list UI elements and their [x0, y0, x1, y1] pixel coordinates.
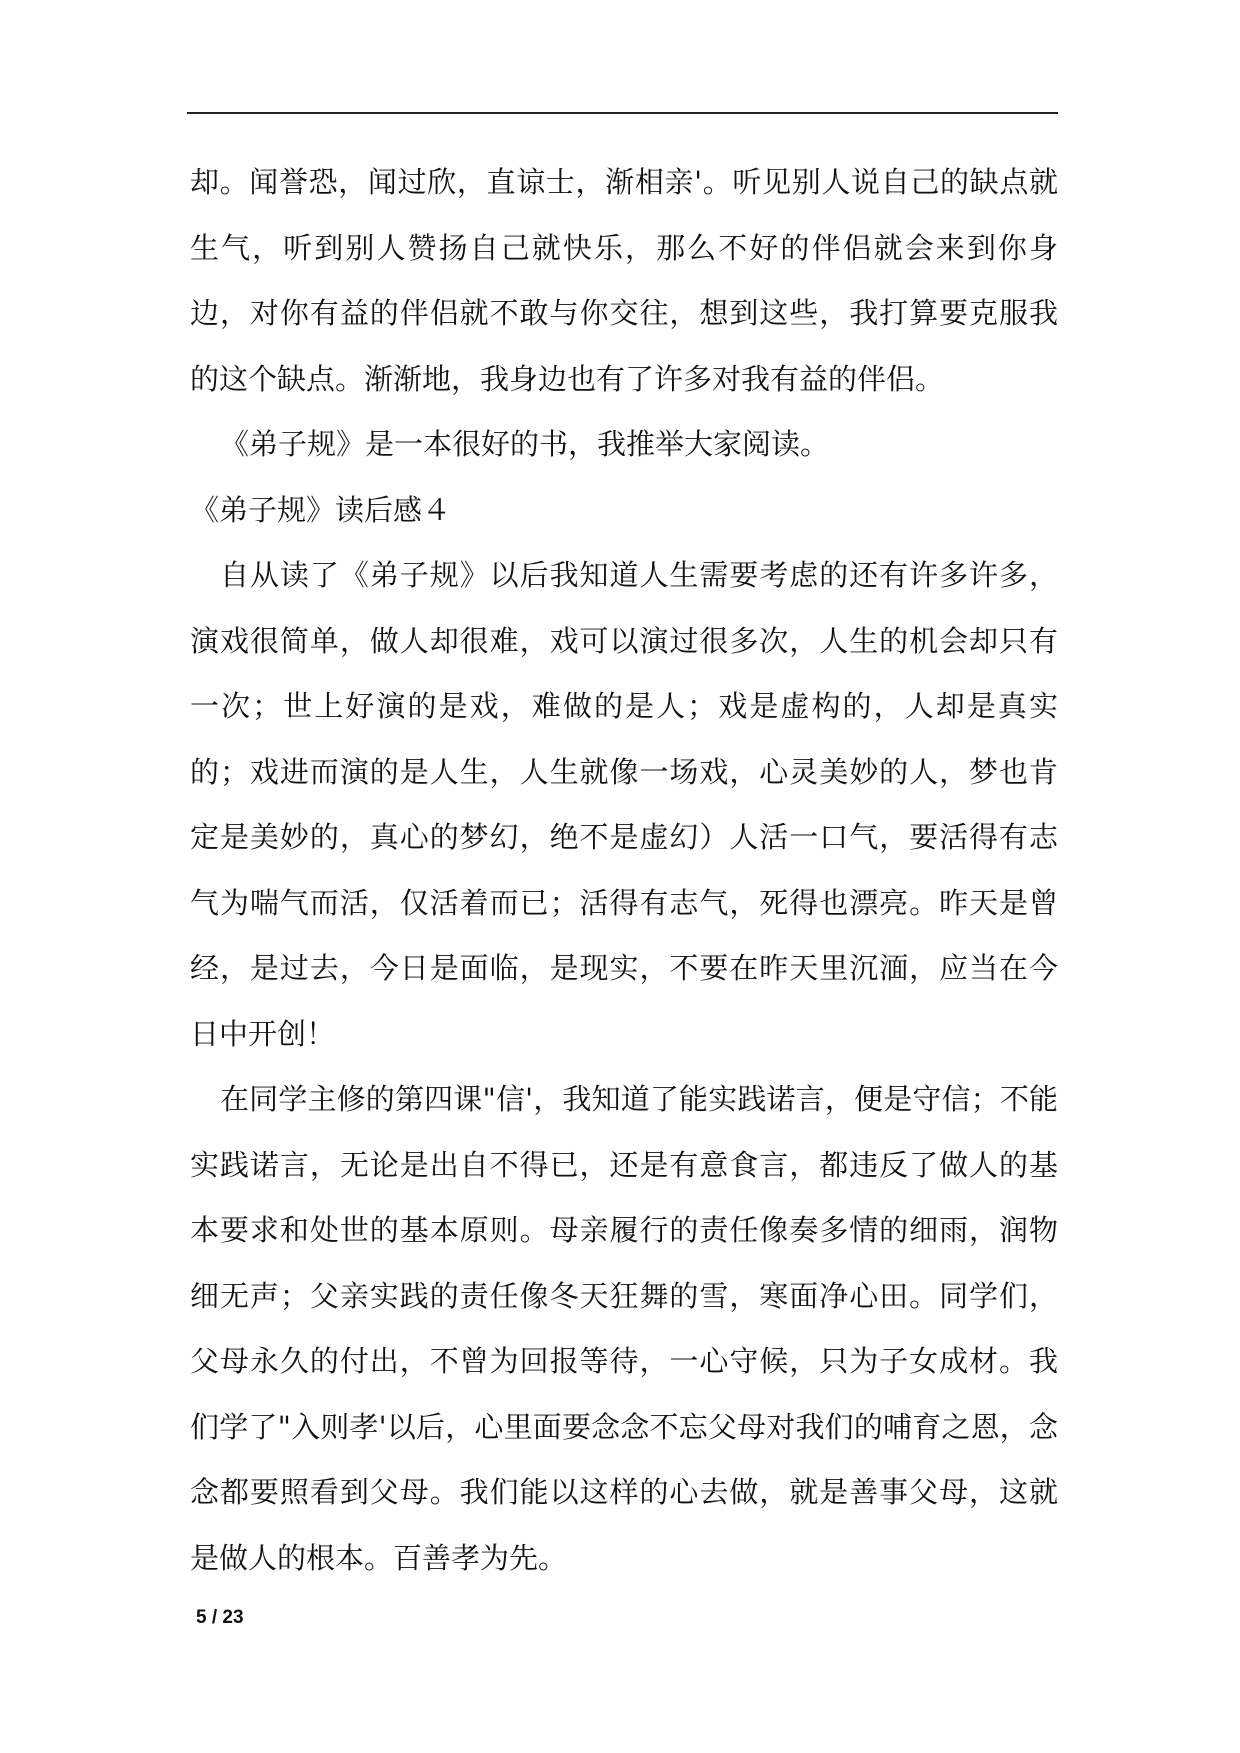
section-heading: 《弟子规》读后感４: [190, 492, 452, 527]
text-line: 是做人的根本。百善孝为先。: [190, 1540, 568, 1575]
text-line: 实践诺言，无论是出自不得已，还是有意食言，都违反了做人的基: [190, 1147, 1058, 1182]
text-line: 的；戏进而演的是人生，人生就像一场戏，心灵美妙的人，梦也肯: [190, 754, 1058, 789]
text-line: 定是美妙的，真心的梦幻，绝不是虚幻）人活一口气，要活得有志: [190, 820, 1058, 854]
text-line: 本要求和处世的基本原则。母亲履行的责任像奏多情的细雨，润物: [190, 1213, 1058, 1247]
text-line: 在同学主修的第四课"信'，我知道了能实践诺言，便是守信；不能: [220, 1082, 1058, 1116]
text-line: 生气，听到别人赞扬自己就快乐，那么不好的伴侣就会来到你身: [190, 230, 1058, 265]
text-line: 经，是过去，今日是面临，是现实，不要在昨天里沉湎，应当在今: [190, 951, 1058, 985]
text-line: 的这个缺点。渐渐地，我身边也有了许多对我有益的伴侣。: [190, 361, 945, 396]
text-line: 父母永久的付出，不曾为回报等待，一心守候，只为子女成材。我: [190, 1344, 1058, 1378]
text-line: 气为喘气而活，仅活着而已；活得有志气，死得也漂亮。昨天是曾: [190, 885, 1058, 920]
text-line: 边，对你有益的伴侣就不敢与你交往，想到这些，我打算要克服我: [190, 296, 1058, 330]
text-line: 自从读了《弟子规》以后我知道人生需要考虑的还有许多许多，: [220, 558, 1058, 592]
text-line: 日中开创！: [190, 1016, 336, 1051]
text-line: 细无声；父亲实践的责任像冬天狂舞的雪，寒面净心田。同学们，: [190, 1278, 1058, 1313]
document-body: [190, 150, 1058, 1591]
text-line: 演戏很简单，做人却很难，戏可以演过很多次，人生的机会却只有: [190, 623, 1058, 658]
text-line: 《弟子规》是一本很好的书，我推举大家阅读。: [220, 427, 830, 461]
header-rule: [187, 112, 1058, 114]
page-number: 5 / 23: [196, 1607, 244, 1628]
text-line: 却。闻誉恐，闻过欣，直谅士，渐相亲'。听见别人说自己的缺点就: [190, 165, 1058, 199]
text-line: 念都要照看到父母。我们能以这样的心去做，就是善事父母，这就: [190, 1475, 1058, 1509]
text-line: 一次；世上好演的是戏，难做的是人；戏是虚构的，人却是真实: [190, 689, 1058, 723]
text-line: 们学了"入则孝'以后，心里面要念念不忘父母对我们的哺育之恩，念: [190, 1409, 1058, 1444]
